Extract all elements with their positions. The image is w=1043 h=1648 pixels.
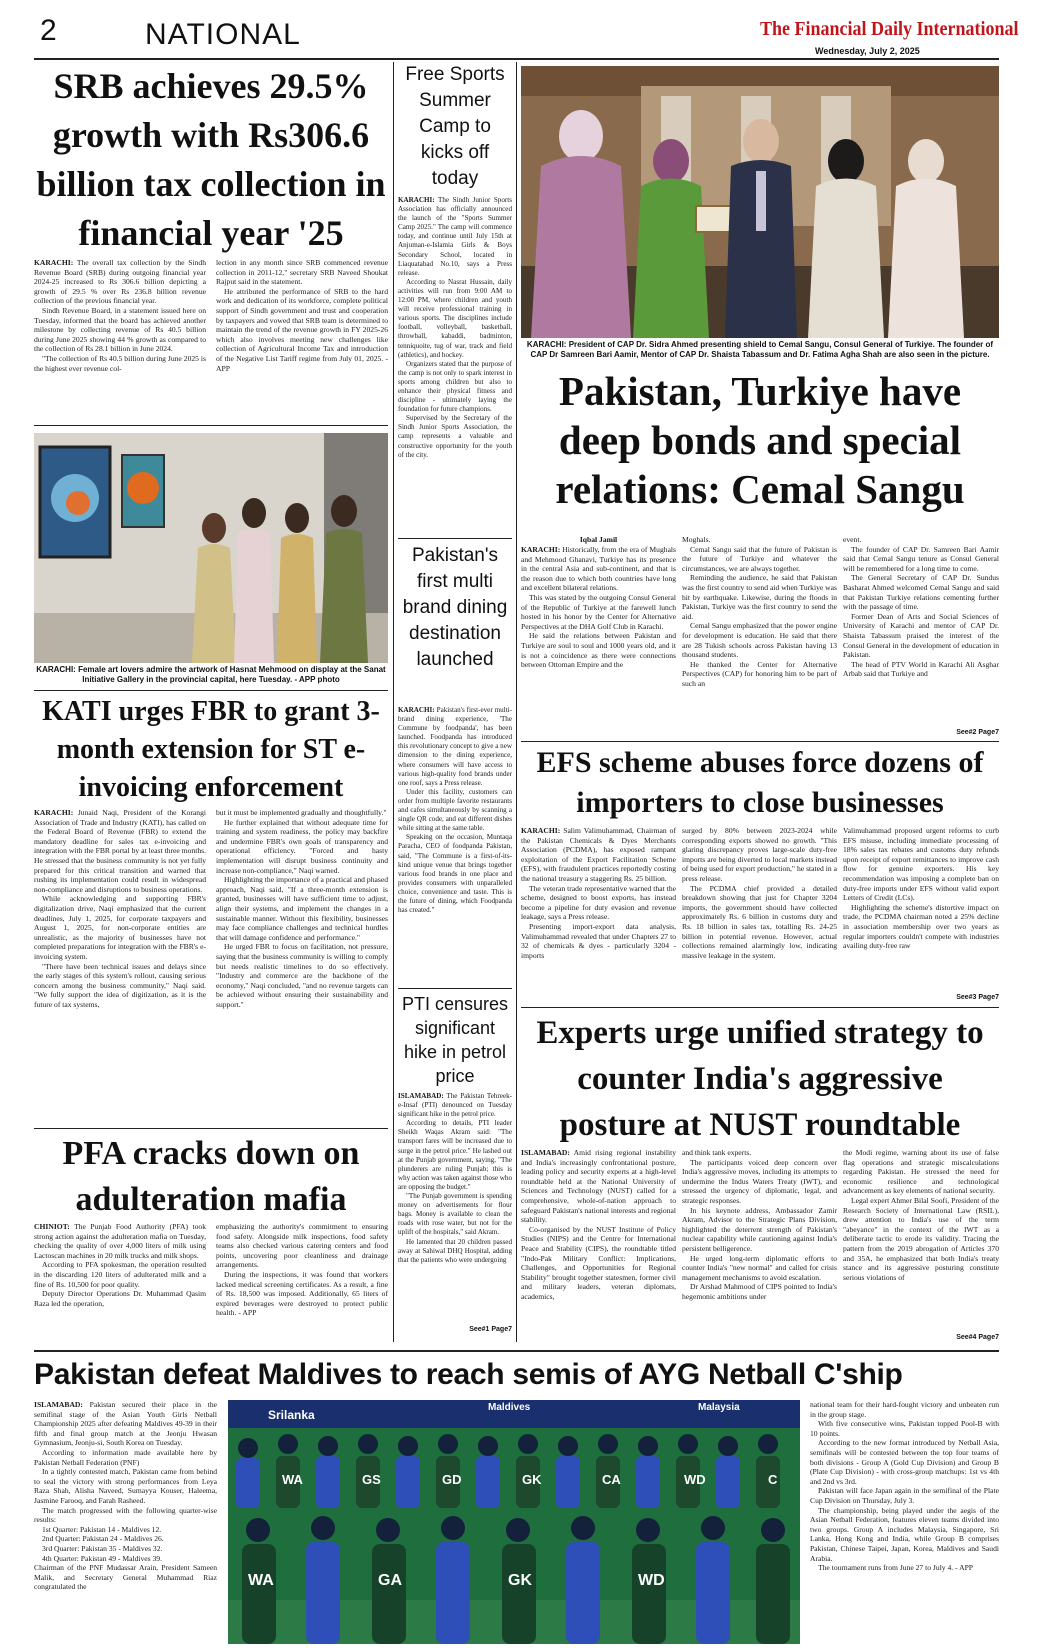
pti-headline: PTI censures significant hike in petrol price (401, 994, 509, 1086)
srb-para: KARACHI: The overall tax collection by the Sindh Revenue Board (SRB) during outgoing financial year 2024-25 increased to Rs 306.6 billion depicting a growth of 29.5 % over Rs 236.8 billion revenue collection of the previous financial year. (34, 258, 206, 306)
netball-para: The championship, being played under the aegis of the Asian Netball Federation, features eleven teams divided into two groups. Group A includes Malaysia, Singapore, Sri Lanka, Hong Kong and India, while Group B comprises Pakistan, Chinese Taipei, Japan, Korea, Maldives and Saudi Arabia. (810, 1505, 999, 1563)
pti-para: According to details, PTI leader Sheikh Waqas Akram said: "The transport fares will be increased due to surge in the petrol price." He lashed out at the Punjab government, saying, "The plunderers are ruling Punjab; this is why action was taken against those who are opposing the budget." (398, 1119, 512, 1191)
dateline: KARACHI: (34, 258, 74, 267)
turkiye-para: This was stated by the outgoing Consul General of the Republic of Turkiye at the farewell lunch hosted in his honor by the Center for Alternative Perspectives at the DHA Golf Club in Karachi. (521, 592, 676, 631)
turkiye-para: Cemal Sangu said that the future of Pakistan is the future of Turkiye and whatever the circumstances, we are always together. (682, 544, 837, 573)
nust-col3 (843, 1148, 999, 1334)
bib: CA (602, 1472, 621, 1487)
sports-camp-headline: Free Sports Summer Camp to kicks off today (405, 64, 505, 189)
netball-team-photo (228, 1400, 800, 1644)
sports-camp-para: According to Nasrat Hussain, daily activities will run from 9:00 AM to 12:00 PM, where children and youth will receive professional training in various sports. The disciplines include football, volleyball, basketball, throwball, kabaddi, badminton, tenniquoite, tug of war, track and field (athletics), and hockey. (398, 277, 512, 359)
banner-malaysia: Malaysia (698, 1402, 740, 1413)
nust-para: and think tank experts. (682, 1148, 752, 1157)
pti-para: "The Punjab government is spending money on advertisements for flour bags. Money is available to clean the roads with rose water, but not for the uplift of the hospitals," said Akram. (398, 1192, 512, 1237)
efs-para: Presenting import-export data analysis, Valimuhammad revealed that under Chapters 27 to 32 of chemicals & dyes - particularly 3204 - imports (521, 921, 676, 960)
art-gallery-scene (34, 433, 388, 663)
nust-see-page: See#4 Page7 (956, 1334, 999, 1341)
banner-srilanka: Srilanka (268, 1408, 315, 1422)
nust-para: the Modi regime, warning about its use of false flag operations and strategic miscalculations regarding Pakistan. He stressed the need for economic resilience and technological advancement as key elements of national security. (843, 1148, 999, 1196)
netball-para: 2nd Quarter: Pakistan 24 - Maldives 26. (42, 1534, 164, 1544)
bib: GS (362, 1472, 381, 1487)
turkiye-para: Reminding the audience, he said that Pakistan was the first country to send aid when Turkiye was hit by earthquake. Likewise, during the floods in Pakistan, Turkiye was the first country to send the aid. (682, 573, 837, 621)
mid-col-rule-left (393, 62, 394, 1342)
kati-col1 (34, 808, 206, 1123)
paper-name: The Financial Daily International (760, 18, 1019, 40)
sports-camp-para: Supervised by the Secretary of the Sindh Junior Sports Association, the camp represents a valuable and constructive opportunity for the youth of the city. (398, 414, 512, 459)
nust-para: The participants voiced deep concern over India's aggressive moves, including its attempts to undermine the Indus Waters Treaty (IWT), and stressed the urgency of diplomatic, legal, and strategic responses. (682, 1157, 837, 1205)
dateline: KARACHI: (521, 826, 561, 835)
pfa-para: According to PFA spokesman, the operation resulted in the discarding 120 liters of adulterated milk and a fine of Rs. 10,500 for poor quality. (34, 1260, 206, 1289)
kati-col2 (216, 808, 388, 1123)
srb-rule (34, 425, 388, 426)
turkiye-para: The founder of CAP Dr. Samreen Bari Aamir said that Cemal Sangu tenure as Consul General will be remembered for a long time to come. (843, 544, 999, 573)
bib: WD (684, 1472, 706, 1487)
pfa-para: Deputy Director Operations Dr. Muhammad Qasim Raza led the operation, (34, 1289, 206, 1308)
sports-rule (398, 538, 512, 539)
dateline: KARACHI: (34, 808, 74, 817)
efs-col1 (521, 826, 676, 1004)
nust-headline: Experts urge unified strategy to counter India's aggressive posture at NUST roundtable (536, 1015, 984, 1143)
bib: WD (638, 1572, 665, 1589)
dateline: KARACHI: (398, 196, 435, 204)
kati-rule (34, 1128, 388, 1129)
netball-headline: Pakistan defeat Maldives to reach semis of AYG Netball C'ship (34, 1358, 903, 1391)
kati-para: but it must be implemented gradually and thoughtfully." (216, 808, 387, 817)
turkiye-col3 (843, 535, 999, 729)
turkiye-para: Former Dean of Arts and Social Sciences of University of Karachi and mentor of CAP Dr. Shaista Tabassum praised the interest of the Consul General in the development of education in Pakistan. (843, 611, 999, 660)
kati-para: Highlighting the importance of a practical and phased approach, Naqi said, "If a three-month extension is granted, businesses will have sufficient time to adjust, align their systems, and implement the changes in a sustainable manner. Without this flexibility, businesses may face compliance challenges and technical hurdles that will damage confidence and performance." (216, 875, 388, 942)
kati-headline: KATI urges FBR to grant 3-month extension for ST e-invoicing enforcement (42, 696, 380, 803)
turkiye-para: He said the relations between Pakistan and Turkiye are soul to soul and 1000 years old, and it is not a coincidence as there were connections between Ottoman Empire and the (521, 631, 676, 670)
kati-para: He further explained that without adequate time for training and system readiness, the policy may backfire and undermine FBR's own goals of transparency and operational efficiency. "Forced and hasty implementation will disrupt business continuity and increase non-compliance," Naqi warned. (216, 817, 388, 875)
masthead-rule (34, 58, 999, 60)
efs-para: The veteran trade representative warned that the scheme, designed to boost exports, has instead become a pipeline for duty evasion and revenue leakage, says a Press release. (521, 883, 676, 922)
turkiye-para: He thanked the Center for Alternative Perspectives (CAP) for honoring him to be part of such an (682, 659, 837, 688)
turkiye-headline: Pakistan, Turkiye have deep bonds and special relations: Cemal Sangu (555, 368, 965, 512)
nust-para: In his keynote address, Ambassador Zamir Akram, Advisor to the Strategic Plans Division, highlighted the deterrent strength of Pakistan's nuclear capability while cautioning against India's persistent belligerence. (682, 1205, 837, 1253)
efs-see-page: See#3 Page7 (956, 994, 999, 1001)
art-gallery-photo (34, 433, 388, 663)
pfa-col1 (34, 1222, 206, 1345)
turkiye-para: KARACHI: Historically, from the era of Mughals and Mehmood Ghanavi, Turkiye has its presence in the central Asia and sub-continent, and that is the reason due to which both countries have long and excellent bilateral relations. (521, 545, 676, 593)
netball-para: 1st Quarter: Pakistan 14 - Maldives 12. (42, 1524, 162, 1534)
efs-para: Valimuhammad proposed urgent reforms to curb EFS misuse, including immediate processing of 18% sales tax rebates and customs duty refunds upon receipt of export remittances to improve cash flow for genuine exporters. His key recommendation was imposing a complete ban on duty-free imports under EFS without valid export Letters of Credit (LCs). (843, 826, 999, 903)
netball-para: ISLAMABAD: Pakistan secured their place in the semifinal stage of the Asian Youth Girls Netball Championship 2025 after defeating Maldives 49-39 in their fifth and final group match at the Jeonju Hwasan Gymnasium, Jeonju-si, South Korea on Tuesday. (34, 1400, 217, 1448)
nust-col2 (682, 1148, 837, 1344)
netball-left (34, 1400, 217, 1644)
sports-camp-para: Organizers stated that the purpose of the camp is not only to spark interest in sports among children but also to enhance their physical fitness and discipline - ultimately laying the foundation for future champions. (398, 359, 512, 414)
bib: GK (522, 1472, 542, 1487)
efs-col3 (843, 826, 999, 994)
netball-team-scene (228, 1400, 800, 1644)
cap-photo-caption: KARACHI: President of CAP Dr. Sidra Ahmed presenting shield to Cemal Sangu, Consul General of Turkiye. The founder of CAP Dr Samreen Bari Aamir, Mentor of CAP Dr. Shaista Tabassum and Dr. Fatima Agha Shah are also seen in the picture. (526, 340, 994, 359)
efs-rule (521, 1007, 999, 1008)
turkiye-col2 (682, 535, 837, 739)
pti-para: ISLAMABAD: The Pakistan Tehreek-e-Insaf (PTI) denounced on Tuesday significant hike in the petrol price. (398, 1092, 512, 1119)
nust-para: Co-organised by the NUST Institute of Policy Studies (NIPS) and the Centre for International Peace and Stability (CIPS), the roundtable titled "Indo-Pak Military Conflict: Implications, Challenges, and Opportunities for Regional Stability" brought together statesmen, former civil and military leaders, veteran diplomats, academics, (521, 1224, 676, 1301)
bib: WA (248, 1572, 274, 1589)
netball-para: 3rd Quarter: Pakistan 35 - Maldives 32. (42, 1543, 163, 1553)
pti-see-page: See#1 Page7 (469, 1326, 512, 1333)
turkiye-see-page: See#2 Page7 (956, 729, 999, 736)
page-number: 2 (40, 14, 57, 47)
art-photo-caption: KARACHI: Female art lovers admire the artwork of Hasnat Mehmood on display at the Sanat Initiative Gallery in the provincial capital, here Tuesday. - APP photo (36, 665, 386, 684)
dateline: ISLAMABAD: (521, 1148, 570, 1157)
pfa-para: During the inspections, it was found that workers lacked medical screening certificates. As a result, a fine of Rs. 18,500 was imposed. Additionally, 65 liters of expired beverages were destroyed to protect public health. - APP (216, 1269, 388, 1318)
bib: C (768, 1472, 778, 1487)
netball-para: According to the new format introduced by Netball Asia, semifinals will be contested between the top four teams of both divisions - Group A (Gold Cup Division) and Group B (Plate Cup Division) - with cross-group matchups: 1st vs 4th and 2nd vs 3rd. (810, 1438, 999, 1486)
nust-para: ISLAMABAD: Amid rising regional instability and India's increasingly confrontational posture, leading policy and security experts at a high-level roundtable held at the National University of Sciences and Technology (NUST) called for a comprehensive, whole-of-nation approach to safeguard Pakistan's national interests and regional stability. (521, 1148, 676, 1225)
efs-col2 (682, 826, 837, 1004)
turkiye-para: Moghals. (682, 535, 711, 544)
section-name: NATIONAL (145, 18, 301, 51)
dining-rule (398, 988, 512, 989)
kati-para: While acknowledging and supporting FBR's digitalization drive, Naqi emphasized that the current deadlines, July 1, 2025, for corporate taxpayers and August 1, 2025, for non-corporate entities are unrealistic, as the majority of businesses have not completed preparations for integration with the FBR's e-invoicing system. (34, 894, 206, 961)
turkiye-para: The General Secretary of CAP Dr. Sundus Basharat Ahmed welcomed Cemal Sangu and said that Pakistan Turkiye relations cementing further with the passage of time. (843, 573, 999, 612)
netball-para: Chairman of the PNF Mudassar Arain, President Sameen Malik, and Secretary General Muhammad Riaz congratulated the (34, 1563, 217, 1592)
efs-para: Highlighting the scheme's distortive impact on trade, the PCDMA chairman noted a 25% decline in association membership over two years as regular importers couldn't compete with industries availing duty-free raw (843, 902, 999, 951)
nust-col1 (521, 1148, 676, 1344)
pfa-headline: PFA cracks down on adulteration mafia (62, 1135, 360, 1218)
turkiye-para: event. (843, 535, 862, 544)
efs-para: KARACHI: Salim Valimuhammad, Chairman of the Pakistan Chemicals & Dyes Merchants Association (PCDMA), has exposed rampant exploitation of the Export Facilitation Scheme (EFS), with fraudulent practices reportedly costing the national treasury a staggering Rs. 25 billion. (521, 826, 676, 883)
srb-para: Sindh Revenue Board, in a statement issued here on Tuesday, informed that the board has achieved another milestone by collecting revenue of Rs 40.5 billion during June 2025 showing 44 % growth as compared to the collection of Rs 28.1 billion in June 2024. (34, 305, 206, 354)
banner-maldives: Maldives (488, 1402, 531, 1413)
netball-para: The tournament runs from June 27 to July 4. - APP (818, 1563, 974, 1573)
pfa-para: CHINIOT: The Punjab Food Authority (PFA) took strong action against the adulteration mafia on Tuesday, checking the quality of over 4,000 liters of milk using Lactoscan machines in 20 milk trucks and milk shops. (34, 1222, 206, 1260)
turkiye-col1 (521, 545, 676, 739)
dining-para: Under this facility, customers can order from multiple favorite restaurants and cafes simultaneously by scanning a single QR code, and eat different dishes while sitting at the same table. (398, 787, 512, 833)
kati-para: He urged FBR to focus on facilitation, not pressure, saying that the business community is willing to comply but needs realistic timelines to do so effectively. "Industry and commerce are the backbone of the economy," Naqi concluded, "and no revenue targets can be achieved without ensuring their sustainability and support." (216, 942, 388, 1009)
netball-para: According to information made available here by Pakistan Netball Federation (PNF) (34, 1447, 217, 1467)
netball-para: Pakistan will face Japan again in the semifinal of the Plate Cup Division on Thursday, July 3. (810, 1486, 999, 1505)
srb-para: He attributed the performance of SRB to the hard work and dedication of its workforce, complete political support of Sindh government and trust and cooperation by taxpayers and vowed that SRB team is determined to maintain the trend of the revenue growth in FY 2025-26 which also involves meeting new challenges like collection of Agricultural Income Tax and introduction of the Negative List Tariff regime from July 01, 2025. - APP (216, 286, 388, 373)
issue-date: Wednesday, July 2, 2025 (815, 46, 920, 56)
dateline: KARACHI: (398, 706, 435, 714)
bib: WA (282, 1472, 303, 1487)
kati-para: "There have been technical issues and delays since the early stages of this system's rollout, causing serious concern among the business community," Naqi said. "We fully support the idea of digitization, as it is the future of tax systems, (34, 961, 206, 1009)
dateline: CHINIOT: (34, 1222, 70, 1231)
pti-para: He lamented that 20 children passed away at Sahiwal DHQ Hospital, adding that the patients who were undergoing (398, 1237, 512, 1264)
netball-para: With five consecutive wins, Pakistan topped Pool-B with 10 points. (810, 1419, 999, 1438)
turkiye-para: The head of PTV World in Karachi Ali Asghar Arbab said that Turkiye and (843, 659, 999, 679)
sports-camp-para: KARACHI: The Sindh Junior Sports Association has officially announced the launch of the "Sports Summer Camp 2025." The camp will commence today, and continue until July 15th at Anjuman-e-Islamia Girls & Boys Secondary School, located in Liaquatabad No.10, says a Press release. (398, 196, 512, 277)
srb-para: lection in any month since SRB commenced revenue collection in 2011-12," secretary SRB Naveed Shoukat Rajput said in the statement. (216, 258, 388, 287)
pti-body (398, 1092, 512, 1324)
pfa-col2 (216, 1222, 388, 1345)
netball-para: national team for their hard-fought victory and unbeaten run in the group stage. (810, 1400, 999, 1419)
dining-para: KARACHI: Pakistan's first-ever multi-brand dining experience, 'The Commune by foodpanda', has been launched. Foodpanda has introduced this revolutionary concept to give a new dimension to the dining experience, where consumers will have access to various high-quality food brands under one roof, says a Press release. (398, 706, 512, 787)
efs-para: The PCDMA chief provided a detailed breakdown showing that just for Chapter 3204 imports, the government should have collected approximately Rs. 6 billion in customs duty and Rs. 18 billion in sales tax, totalling Rs. 24-25 billion in potential revenue. However, actual collections remained alarmingly low, indicating massive leakage in the system. (682, 883, 837, 960)
efs-para: surged by 80% between 2023-2024 while corresponding exports showed no growth. "This glaring discrepancy proves large-scale duty-free imports are being diverted to local markets instead of being used for export production," he stated in a press release. (682, 826, 837, 883)
srb-col2 (216, 258, 388, 418)
sports-camp-body (398, 196, 512, 531)
netball-para: 4th Quarter: Pakistan 49 - Maldives 39. (42, 1553, 163, 1563)
efs-headline: EFS scheme abuses force dozens of importers to close businesses (536, 746, 984, 819)
bib: GA (378, 1572, 402, 1589)
srb-headline: SRB achieves 29.5% growth with Rs306.6 billion tax collection in financial year '25 (36, 66, 386, 253)
cap-ceremony-photo (521, 66, 999, 338)
dateline: KARACHI: (521, 545, 561, 554)
bib: GD (442, 1472, 462, 1487)
turkiye-byline: Iqbal Jamil (579, 535, 618, 544)
netball-right (810, 1400, 999, 1644)
nust-para: Dr Arshad Mahmood of CIPS pointed to India's hegemonic ambitions under (682, 1282, 837, 1301)
dateline: ISLAMABAD: (34, 1400, 83, 1409)
pfa-para: emphasizing the authority's commitment to ensuring food safety. Alongside milk inspections, food safety teams also checked various catering centers and food points, uncovering poor cleanliness and drainage arrangements. (216, 1222, 388, 1270)
netball-para: The match progressed with the following quarter-wise results: (34, 1505, 217, 1525)
dining-headline: Pakistan's first multi brand dining destination launched (402, 545, 508, 670)
nust-para: He urged long-term diplomatic efforts to counter India's "new normal" and called for crisis management mechanisms to avoid escalation. (682, 1253, 837, 1282)
srb-col1 (34, 258, 206, 418)
dining-para: Speaking on the occasion, Muntaqa Paracha, CEO of foodpanda Pakistan, said, "The Commune is a first-of-its-kind unique venue that brings together various food brands in one place and provides consumers with unparalleled choice, convenience and taste. This is the future of dining, which Foodpanda has created." (398, 833, 512, 915)
netball-para: In a tightly contested match, Pakistan came from behind to seal the victory with strong performances from Leya Raza Shah, Alisha Naveed, Sumayya Kouser, Haleema, Jasmine Farooq, and Farah Rasheed. (34, 1467, 217, 1505)
netball-rule (34, 1350, 999, 1352)
cap-ceremony-scene (521, 66, 999, 338)
turkiye-rule (521, 741, 999, 742)
nust-para: Legal expert Ahmer Bilal Soofi, President of the Research Society of International Law (RSIL), drew attention to India's use of the term "abeyance" in the context of the IWT as a deliberate tactic to erode its validity. Tracing the pattern from the 2019 abrogation of Articles 370 and 35A, he emphasized that both India's treaty stance and its aggressive posturing constitute serious violations of (843, 1195, 999, 1282)
dining-body (398, 706, 512, 984)
srb-para: "The collection of Rs 40.5 billion during June 2025 is the highest ever revenue col- (34, 353, 206, 373)
mid-col-rule-right (516, 62, 517, 1342)
bib: GK (508, 1572, 532, 1589)
art-rule (34, 690, 388, 691)
turkiye-para: Cemal Sangu emphasized that the power engine for development is education. He said that there are 28 Tukish schools across Pakistan having 13 thousand students. (682, 621, 837, 660)
dateline: ISLAMABAD: (398, 1092, 444, 1100)
kati-para: KARACHI: Junaid Naqi, President of the Korangi Association of Trade and Industry (KATI), has called on the Federal Board of Revenue (FBR) to extend the mandatory deadline for sales tax e-invoicing and integration with the FBR portal by at least three months. He stressed that the business community is not yet fully prepared for this critical transition and warned that rushing its implementation could result in widespread non-compliance and disruptions to business operations. (34, 808, 206, 894)
